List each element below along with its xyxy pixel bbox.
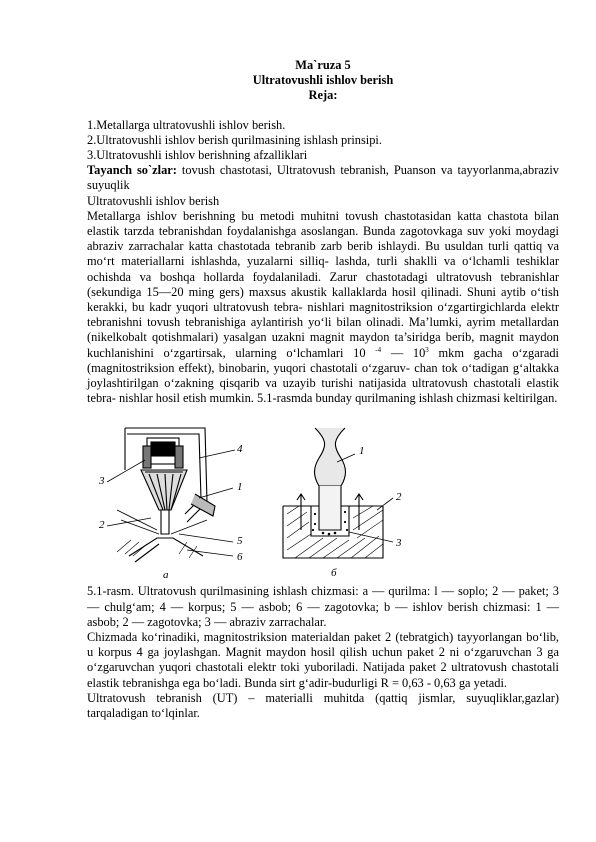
label-a-3: 3 — [99, 475, 105, 488]
section-title: Ultratovushli ishlov berish — [87, 193, 220, 208]
figure-caption: 5.1-rasm. Ultratovush qurilmasining ishlash chizmasi: a — qurilma: l — soplo; 2 — paket; 3 — chulg‘am; 4 — korpus; 5 — asbob; 6 — zagotovka; b — ishlov berish chizmasi: 1 — asbob; 2 — zagotovka; 3 — abraziv zarrachalar. — [87, 584, 559, 629]
label-a-2: 2 — [99, 519, 105, 532]
keywords-label: Tayanch so`zlar: — [87, 163, 177, 178]
exponent: -4 — [375, 345, 382, 354]
label-a-4: 4 — [237, 443, 243, 456]
paragraph-1-mid: — 10 — [381, 345, 426, 360]
paragraph-3: Ultratovush tebranish (UT) – materialli muhitda (qattiq jismlar, suyuqliklar,gazlar) tarqaladigan to‘lqinlar. — [87, 690, 559, 721]
plan-heading: Reja: — [308, 88, 338, 103]
plan-item: 1.Metallarga ultratovushli ishlov berish. — [87, 117, 286, 132]
device-diagram — [87, 410, 559, 582]
paragraph-2: Chizmada ko‘rinadiki, magnitostriksion materialdan paket 2 (tebratgich) tayyorlangan bo‘lib, u korpus 4 ga joylashgan. Magnit maydon hosil qilish uchun paket 2 ni o‘zgaruvchan 3 ga o‘zgaruvchan yuqori chastotali elektr toki yuboriladi. Natijada paket 2 ultratovush chastotali elastik tebranishga ega bo‘ladi. Bunda sirt g‘adir-budurligi R = 0,63 - 0,63 ga yetadi. — [87, 630, 559, 690]
exponent: 3 — [425, 345, 429, 354]
label-a-1: 1 — [237, 481, 243, 494]
figure-5-1 — [87, 410, 559, 582]
paragraph-1-text-cont: mkm gacha o‘zgaradi (magnitostriksion effekt), binobarin, yuqori chastotali o‘zgaruv- chan tok o‘tadigan g‘altakka joylashtirilgan o‘zakning qisqarib va uzayib turishi natijasida ultratovush chastotali elastik tebra- nishlar hosil etish mumkin. 5.1-rasmda bunday qurilmaning ishlash chizmasi keltirilgan. — [87, 345, 560, 406]
sublabel-a: a — [163, 569, 169, 582]
plan-item: 3.Ultratovushli ishlov berishning afzalliklari — [87, 148, 308, 163]
page-title: Ultratovushli ishlov berish — [252, 73, 394, 88]
keywords-paragraph — [87, 163, 559, 193]
plan-list — [87, 118, 559, 164]
plan-item: 2.Ultratovushli ishlov berish qurilmasining ishlash prinsipi. — [87, 132, 382, 147]
keywords-text: tovush chastotasi, Ultratovush tebranish, Puanson va tayyorlanma,abraziv suyuqlik — [87, 163, 559, 193]
label-a-6: 6 — [237, 551, 243, 564]
label-a-5: 5 — [237, 535, 243, 548]
paragraph-1 — [87, 209, 559, 407]
label-b-1: 1 — [359, 445, 365, 458]
label-b-3: 3 — [396, 537, 402, 550]
paragraph-1-text: Metallarga ishlov berishning bu metodi muhitni tovush chastotasidan katta chastota bilan elastik tarzda tebranishdan foydalanishga asoslangan. Bunda zagotovkaga suv yoki moydagi abraziv zarrachalar katta chastotada tebranib zarb berib ishlaydi. Bu usuldan turli qattiq va mo‘rt materiallarni ishlashda, yuzalarni silliq- lashda, turli shaklli va o‘lchamli teshiklar ochishda va boshqa hollarda foydalaniladi. Zarur chastotadagi ultratovush tebranishlar (sekundiga 15—20 ming gers) maxsus akustik kallaklarda hosil qilinadi. Shuni aytib o‘tish kerakki, bu kadr yuqori ultratovush tebra- nishlari magnitostriksion o‘zgartirgichlarda elektr tebranishni tovush tebranishiga aylantirish yo‘li bilan olinadi. Ma’lumki, ayrim metallardan (nikelkobalt qotishmalari) yasalgan uzakni magnit maydon ta’siridga berib, magnit maydon kuchlanishini o‘zgartirsak, ularning o‘lchamlari 10 — [87, 208, 559, 360]
lecture-number: Ma`ruza 5 — [295, 58, 351, 72]
sublabel-b: б — [331, 567, 337, 580]
label-b-2: 2 — [396, 491, 402, 504]
document-page — [87, 58, 559, 721]
